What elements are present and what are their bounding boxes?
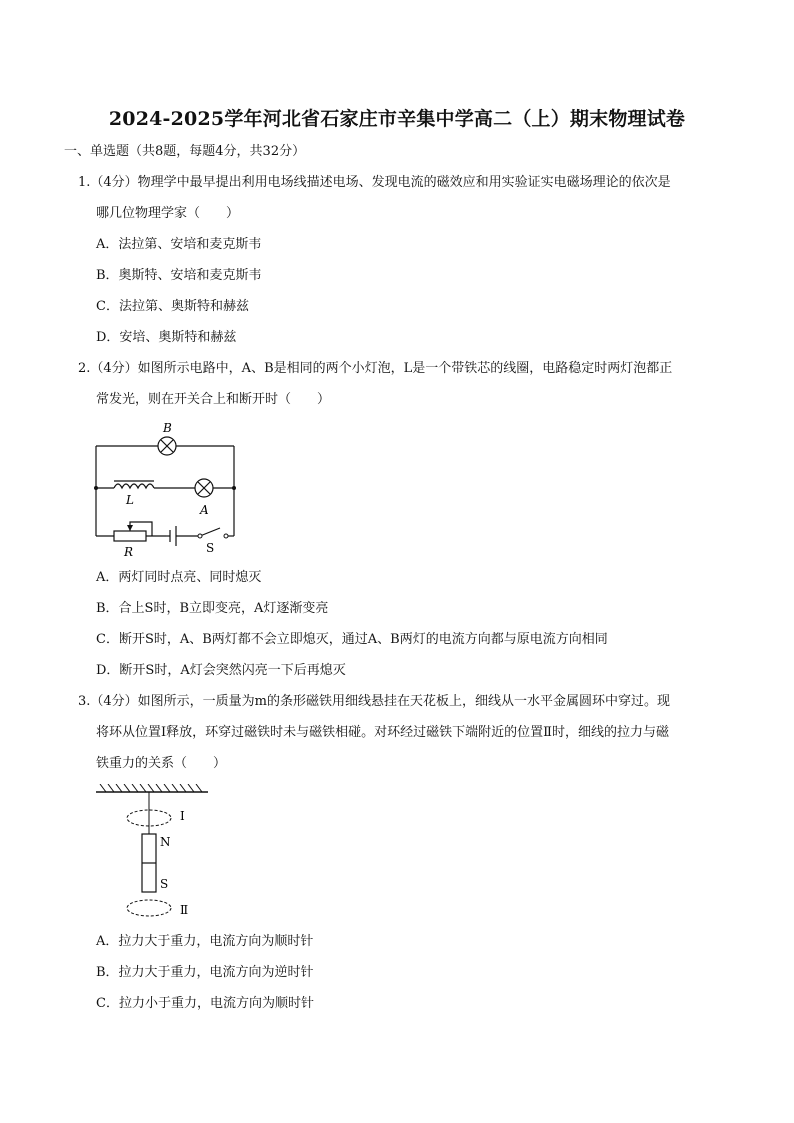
label-r: R [124,545,134,559]
q3-stem-line2: 将环从位置Ⅰ释放，环穿过磁铁时未与磁铁相碰。对环经过磁铁下端附近的位置Ⅱ时，细线的拉力与磁 [96,725,669,740]
q3-stem-line1: 3.（4分）如图所示，一质量为m的条形磁铁用细线悬挂在天花板上，细线从一水平金属圆环中穿过。现 [78,694,671,709]
label-pos1: Ⅰ [180,809,185,823]
q1-option-a: A．法拉第、安培和麦克斯韦 [96,237,262,252]
q3-option-a: A．拉力大于重力，电流方向为顺时针 [96,934,314,949]
q3-option-b: B．拉力大于重力，电流方向为逆时针 [96,965,314,980]
q2-option-c: C．断开S时，A、B两灯都不会立即熄灭，通过A、B两灯的电流方向都与原电流方向相同 [96,632,608,647]
magnet-diagram [92,784,212,922]
label-n: N [160,835,171,849]
label-a: A [200,503,209,517]
q2-option-a: A．两灯同时点亮、同时熄灭 [96,570,262,585]
q1-option-c: C．法拉第、奥斯特和赫兹 [96,299,249,314]
q3-stem-line3: 铁重力的关系（ ） [96,756,227,771]
section-heading: 一、单选题（共8题，每题4分，共32分） [64,144,306,159]
label-s: S [206,541,215,555]
q2-option-b: B．合上S时，B立即变亮，A灯逐渐变亮 [96,601,329,616]
label-pos2: Ⅱ [180,903,189,917]
page-title: 2024-2025学年河北省石家庄市辛集中学高二（上）期末物理试卷 [108,108,686,130]
q1-option-b: B．奥斯特、安培和麦克斯韦 [96,268,262,283]
q1-stem-line2: 哪几位物理学家（ ） [96,206,240,221]
circuit-diagram [88,418,248,560]
q2-stem-line2: 常发光，则在开关合上和断开时（ ） [96,392,331,407]
q2-stem-line1: 2.（4分）如图所示电路中，A、B是相同的两个小灯泡，L是一个带铁芯的线圈，电路稳定时两灯泡都正 [78,361,673,376]
ring-position-2 [127,900,171,916]
label-b: B [163,421,172,435]
q2-option-d: D．断开S时，A灯会突然闪亮一下后再熄灭 [96,663,346,678]
q1-stem-line1: 1.（4分）物理学中最早提出利用电场线描述电场、发现电流的磁效应和用实验证实电磁场理论的依次是 [78,175,671,190]
lamp-b-icon [158,437,176,455]
q1-option-d: D．安培、奥斯特和赫兹 [96,330,237,345]
label-l: L [126,493,134,507]
lamp-a-icon [195,479,213,497]
q3-option-c: C．拉力小于重力，电流方向为顺时针 [96,996,314,1011]
label-s-pole: S [160,877,169,891]
